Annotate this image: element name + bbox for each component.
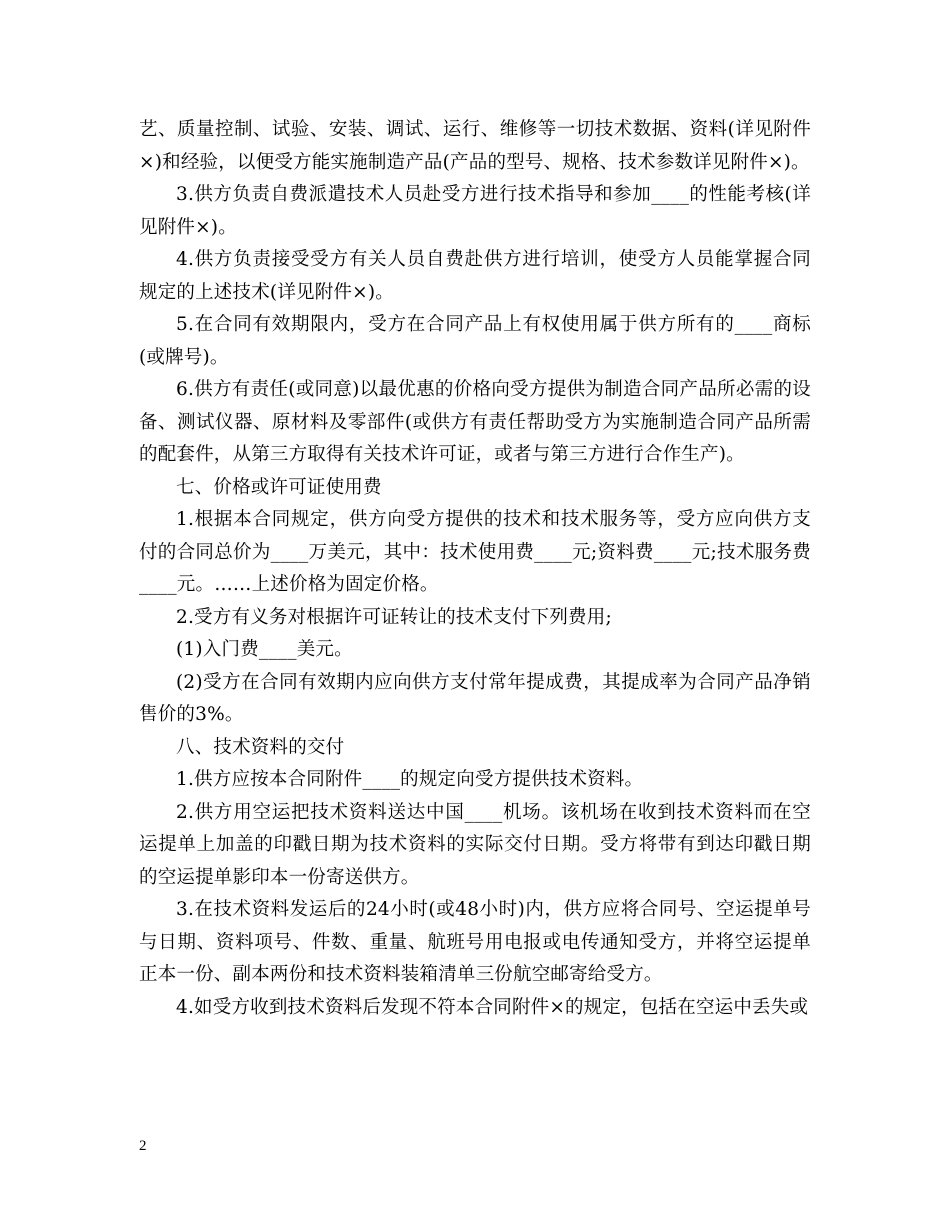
document-body [139,114,811,1024]
paragraph: 3.供方负责自费派遣技术人员赴受方进行技术指导和参加____的性能考核(详见附件×)。 [139,184,811,238]
paragraph: 6.供方有责任(或同意)以最优惠的价格向受方提供为制造合同产品所必需的设备、测试仪器、原材料及零部件(或供方有责任帮助受方为实施制造合同产品所需的配套件，从第三方取得有关技术许可证，或者与第三方进行合作生产)。 [139,379,811,465]
page-number: 2 [139,1138,147,1154]
paragraph: 3.在技术资料发运后的24小时(或48小时)内，供方应将合同号、空运提单号与日期、资料项号、件数、重量、航班号用电报或电传通知受方，并将空运提单正本一份、副本两份和技术资料装箱清单三份航空邮寄给受方。 [139,899,811,985]
paragraph: 4.如受方收到技术资料后发现不符本合同附件×的规定，包括在空运中丢失或 [176,996,809,1018]
section-heading: 八、技术资料的交付 [176,736,345,758]
paragraph: 1.供方应按本合同附件____的规定向受方提供技术资料。 [176,769,644,790]
paragraph: (2)受方在合同有效期内应向供方支付常年提成费，其提成率为合同产品净销售价的3%。 [139,671,811,725]
paragraph: 1.根据本合同规定，供方向受方提供的技术和技术服务等，受方应向供方支付的合同总价为____万美元，其中：技术使用费____元;资料费____元;技术服务费____元。……上述价格为固定价格。 [139,509,811,595]
paragraph: 艺、质量控制、试验、安装、调试、运行、维修等一切技术数据、资料(详见附件×)和经验，以便受方能实施制造产品(产品的型号、规格、技术参数详见附件×)。 [139,119,811,173]
paragraph: 5.在合同有效期限内，受方在合同产品上有权使用属于供方所有的____商标(或牌号)。 [139,314,811,368]
paragraph: 4.供方负责接受受方有关人员自费赴供方进行培训，使受方人员能掌握合同规定的上述技术(详见附件×)。 [139,249,811,303]
paragraph: 2.受方有义务对根据许可证转让的技术支付下列费用; [176,606,612,628]
section-heading: 七、价格或许可证使用费 [176,476,382,498]
paragraph: (1)入门费____美元。 [176,639,353,660]
paragraph: 2.供方用空运把技术资料送达中国____机场。该机场在收到技术资料而在空运提单上加盖的印戳日期为技术资料的实际交付日期。受方将带有到达印戳日期的空运提单影印本一份寄送供方。 [139,801,811,888]
